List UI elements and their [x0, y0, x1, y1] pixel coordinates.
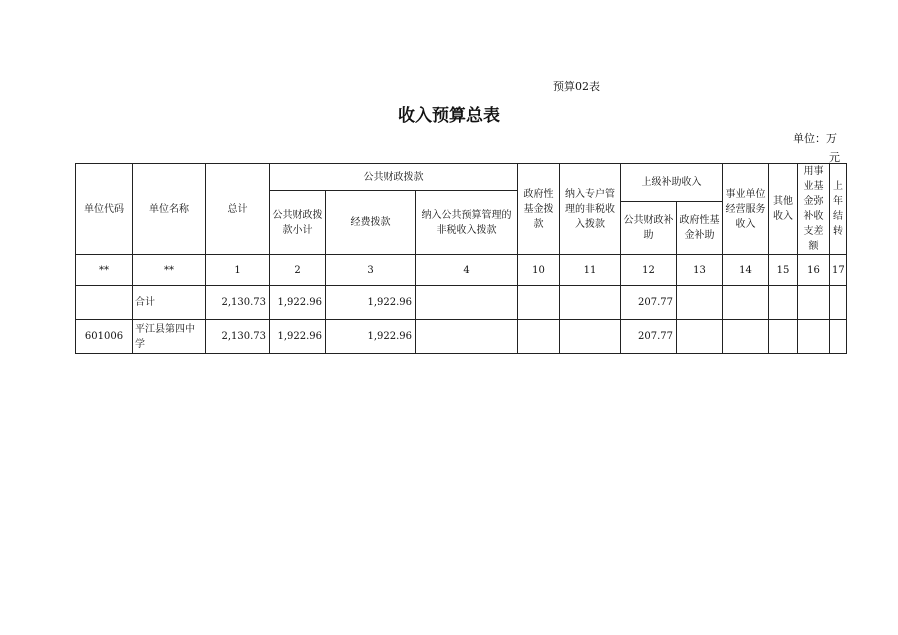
- col-pf-subtotal: 公共财政拨款小计: [270, 191, 326, 255]
- cell-non-tax-in-budget: [416, 320, 518, 354]
- col-business-income: 事业单位经营服务收入: [723, 164, 769, 255]
- index-cell: 17: [830, 255, 847, 286]
- table-row: [76, 320, 847, 354]
- cell-total: 2,130.73: [206, 320, 270, 354]
- unit-label-tail: 元: [829, 151, 840, 164]
- col-public-finance: 公共财政拨款: [270, 164, 518, 191]
- cell-unit-code: [76, 286, 133, 320]
- cell-non-tax-special: [560, 320, 621, 354]
- cell-ss-gov-fund: [677, 320, 723, 354]
- income-budget-table: [75, 163, 847, 354]
- cell-fund-gap: [798, 286, 830, 320]
- index-cell: 15: [769, 255, 798, 286]
- cell-ss-public: 207.77: [621, 320, 677, 354]
- cell-carryover: [830, 320, 847, 354]
- cell-unit-code: 601006: [76, 320, 133, 354]
- index-cell: 4: [416, 255, 518, 286]
- cell-non-tax-in-budget: [416, 286, 518, 320]
- table-row: [76, 286, 847, 320]
- cell-operating-funds: 1,922.96: [326, 320, 416, 354]
- col-non-tax-special: 纳入专户管理的非税收入拨款: [560, 164, 621, 255]
- col-ss-gov-fund: 政府性基金补助: [677, 202, 723, 255]
- cell-carryover: [830, 286, 847, 320]
- col-superior-subsidy: 上级补助收入: [621, 164, 723, 202]
- index-cell: **: [133, 255, 206, 286]
- cell-ss-public: 207.77: [621, 286, 677, 320]
- col-operating-funds: 经费拨款: [326, 191, 416, 255]
- cell-business-income: [723, 320, 769, 354]
- col-fund-gap: 用事业基金弥补收支差额: [798, 164, 830, 255]
- unit-label: 单位：万: [793, 132, 837, 145]
- index-row: [76, 255, 847, 286]
- col-total: 总计: [206, 164, 270, 255]
- cell-operating-funds: 1,922.96: [326, 286, 416, 320]
- col-unit-name: 单位名称: [133, 164, 206, 255]
- cell-pf-subtotal: 1,922.96: [270, 320, 326, 354]
- index-cell: 13: [677, 255, 723, 286]
- col-other-income: 其他收入: [769, 164, 798, 255]
- cell-gov-fund: [518, 286, 560, 320]
- cell-non-tax-special: [560, 286, 621, 320]
- cell-pf-subtotal: 1,922.96: [270, 286, 326, 320]
- col-gov-fund: 政府性基金拨款: [518, 164, 560, 255]
- cell-unit-name: 平江县第四中学: [133, 320, 206, 354]
- index-cell: 2: [270, 255, 326, 286]
- cell-ss-gov-fund: [677, 286, 723, 320]
- page-title: 收入预算总表: [398, 106, 500, 126]
- index-cell: 12: [621, 255, 677, 286]
- form-code: 预算02表: [553, 80, 600, 93]
- index-cell: **: [76, 255, 133, 286]
- index-cell: 14: [723, 255, 769, 286]
- cell-unit-name: 合计: [133, 286, 206, 320]
- index-cell: 10: [518, 255, 560, 286]
- index-cell: 1: [206, 255, 270, 286]
- col-carryover: 上年结转: [830, 164, 847, 255]
- cell-fund-gap: [798, 320, 830, 354]
- col-unit-code: 单位代码: [76, 164, 133, 255]
- index-cell: 3: [326, 255, 416, 286]
- index-cell: 11: [560, 255, 621, 286]
- cell-other-income: [769, 286, 798, 320]
- cell-total: 2,130.73: [206, 286, 270, 320]
- cell-gov-fund: [518, 320, 560, 354]
- cell-business-income: [723, 286, 769, 320]
- col-non-tax-in-budget: 纳入公共预算管理的非税收入拨款: [416, 191, 518, 255]
- col-ss-public: 公共财政补助: [621, 202, 677, 255]
- index-cell: 16: [798, 255, 830, 286]
- header-row: [76, 164, 847, 191]
- cell-other-income: [769, 320, 798, 354]
